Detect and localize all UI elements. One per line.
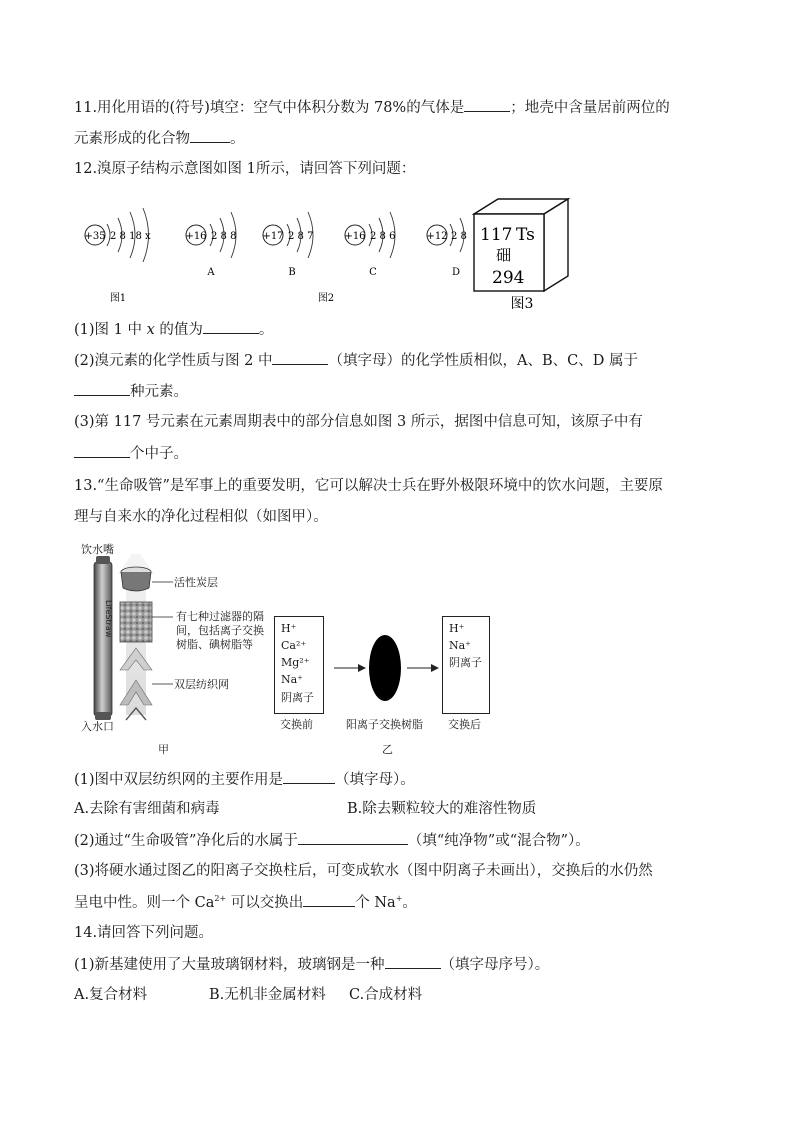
before-ion: Ca²⁺ <box>281 639 307 652</box>
element-name: 鿬 <box>496 246 512 264</box>
q14-option-B: B.无机非金属材料 <box>209 987 326 1003</box>
mouthpiece-label: 饮水嘴 <box>81 543 114 556</box>
nucleus-charge: +16 <box>344 231 366 242</box>
q12-blank-2[interactable] <box>272 350 328 365</box>
atom-label: C <box>369 267 377 278</box>
layer-carbon-label: 活性炭层 <box>174 576 218 589</box>
q12-stem: 12.溴原子结构示意图如图 1所示，请回答下列问题： <box>74 161 416 177</box>
tube-brand-text: LifeStraw <box>104 600 113 638</box>
q11-blank-1[interactable] <box>464 97 510 112</box>
q12-blank-1[interactable] <box>203 319 259 334</box>
layer-filter-label-2: 间，包括离子交换 <box>176 624 264 637</box>
q11-line2: 元素形成的化合物 。 <box>74 128 245 149</box>
q12-blank-4[interactable] <box>74 443 130 458</box>
before-ion: Mg²⁺ <box>281 656 310 669</box>
q13-blank-3[interactable] <box>303 892 355 907</box>
q12-part3-line2: 个中子。 <box>74 443 188 464</box>
after-ion: Na⁺ <box>449 639 471 652</box>
q12-part3-line1: (3)第 117 号元素在元素周期表中的部分信息如图 3 所示，据图中信息可知，该原子中有 <box>74 414 643 430</box>
atom-A <box>185 212 236 278</box>
q11-blank-2[interactable] <box>190 128 230 143</box>
q13-option-A: A.去除有害细菌和病毒 <box>74 801 220 817</box>
atom-label: B <box>288 267 296 278</box>
before-ion: 阴离子 <box>281 691 314 704</box>
before-caption: 交换前 <box>280 718 313 731</box>
electron-shells: 2 8 7 <box>288 231 314 242</box>
electron-shells: 2 8 <box>451 231 467 242</box>
q13-stem-line2: 理与自来水的净化过程相似（如图甲）。 <box>74 509 328 525</box>
q12-part2-line2: 种元素。 <box>74 381 188 402</box>
resin-caption: 阳离子交换树脂 <box>346 718 423 731</box>
q13-part3-line2: 呈电中性。则一个 $Ca^{2+}$ 可以交换出 个 Na+。 <box>74 892 417 913</box>
fig-jia-caption: 甲 <box>158 743 169 756</box>
q12-figures <box>74 190 594 315</box>
fig3-label: 图3 <box>510 296 534 312</box>
layer-filter-label-3: 树脂、碘树脂等 <box>176 638 253 651</box>
q14-stem: 14.请回答下列问题。 <box>74 925 214 941</box>
atom-D <box>426 218 466 278</box>
nucleus-charge: +35 <box>84 231 106 242</box>
atom-C <box>344 212 395 278</box>
q14-blank-1[interactable] <box>385 954 441 969</box>
q13-blank-1[interactable] <box>283 769 335 784</box>
atom-label: A <box>207 267 215 278</box>
fig2-label: 图2 <box>317 293 335 304</box>
atomic-number: 117 <box>480 225 513 245</box>
layer-filter-label-1: 有七种过滤器的隔 <box>176 610 264 623</box>
after-ion: 阴离子 <box>449 656 482 669</box>
electron-shells: 2 8 8 <box>211 231 237 242</box>
after-caption: 交换后 <box>448 718 481 731</box>
q14-part1: (1)新基建使用了大量玻璃钢材料，玻璃钢是一种 （填字母序号）。 <box>74 954 549 975</box>
before-ion: Na⁺ <box>281 673 303 686</box>
q12-blank-3[interactable] <box>74 381 130 396</box>
before-ion: H⁺ <box>281 622 297 635</box>
q11-line1: 11.用化用语的(符号)填空：空气中体积分数为 78%的气体是 ；地壳中含量居前两位的 <box>74 97 670 118</box>
atom-B <box>262 212 313 278</box>
fig-yi-caption: 乙 <box>382 743 393 756</box>
fig-ion-exchange <box>274 610 504 760</box>
q14-option-A: A.复合材料 <box>74 987 148 1003</box>
element-box <box>474 199 568 291</box>
nucleus-charge: +16 <box>185 231 207 242</box>
atom-bromine <box>84 208 151 262</box>
layer-mesh-label: 双层纺织网 <box>174 678 229 691</box>
q13-part1: (1)图中双层纺织网的主要作用是 （填字母）。 <box>74 769 415 790</box>
after-box <box>442 616 490 714</box>
q13-stem-line1: 13.“生命吸管”是军事上的重要发明，它可以解决士兵在野外极限环境中的饮水问题，主要原 <box>74 478 663 494</box>
q12-part1: (1)图 1 中 x 的值为 。 <box>74 319 273 340</box>
atom-label: D <box>451 267 461 278</box>
electron-shells: 2 8 18 x <box>110 231 151 242</box>
atomic-mass: 294 <box>492 268 525 288</box>
q13-part3-line1: (3)将硬水通过图乙的阳离子交换柱后，可变成软水（图中阴离子未画出），交换后的水仍然 <box>74 863 653 879</box>
q12-part2-line1: (2)溴元素的化学性质与图 2 中 （填字母）的化学性质相似，A、B、C、D 属于 <box>74 350 638 371</box>
q14-option-C: C.合成材料 <box>349 987 423 1003</box>
fig1-label: 图1 <box>109 293 127 304</box>
q13-blank-2[interactable] <box>298 830 408 845</box>
nucleus-charge: +17 <box>262 231 284 242</box>
after-ion: H⁺ <box>449 622 465 635</box>
fig-lifestraw <box>78 540 278 760</box>
nucleus-charge: +12 <box>426 231 448 242</box>
element-symbol: Ts <box>516 225 535 245</box>
inlet-label: 入水口 <box>81 720 114 733</box>
electron-shells: 2 8 6 <box>370 231 396 242</box>
q13-part2: (2)通过“生命吸管”净化后的水属于 （填“纯净物”或“混合物”）。 <box>74 830 590 851</box>
q13-option-B: B.除去颗粒较大的难溶性物质 <box>347 801 537 817</box>
